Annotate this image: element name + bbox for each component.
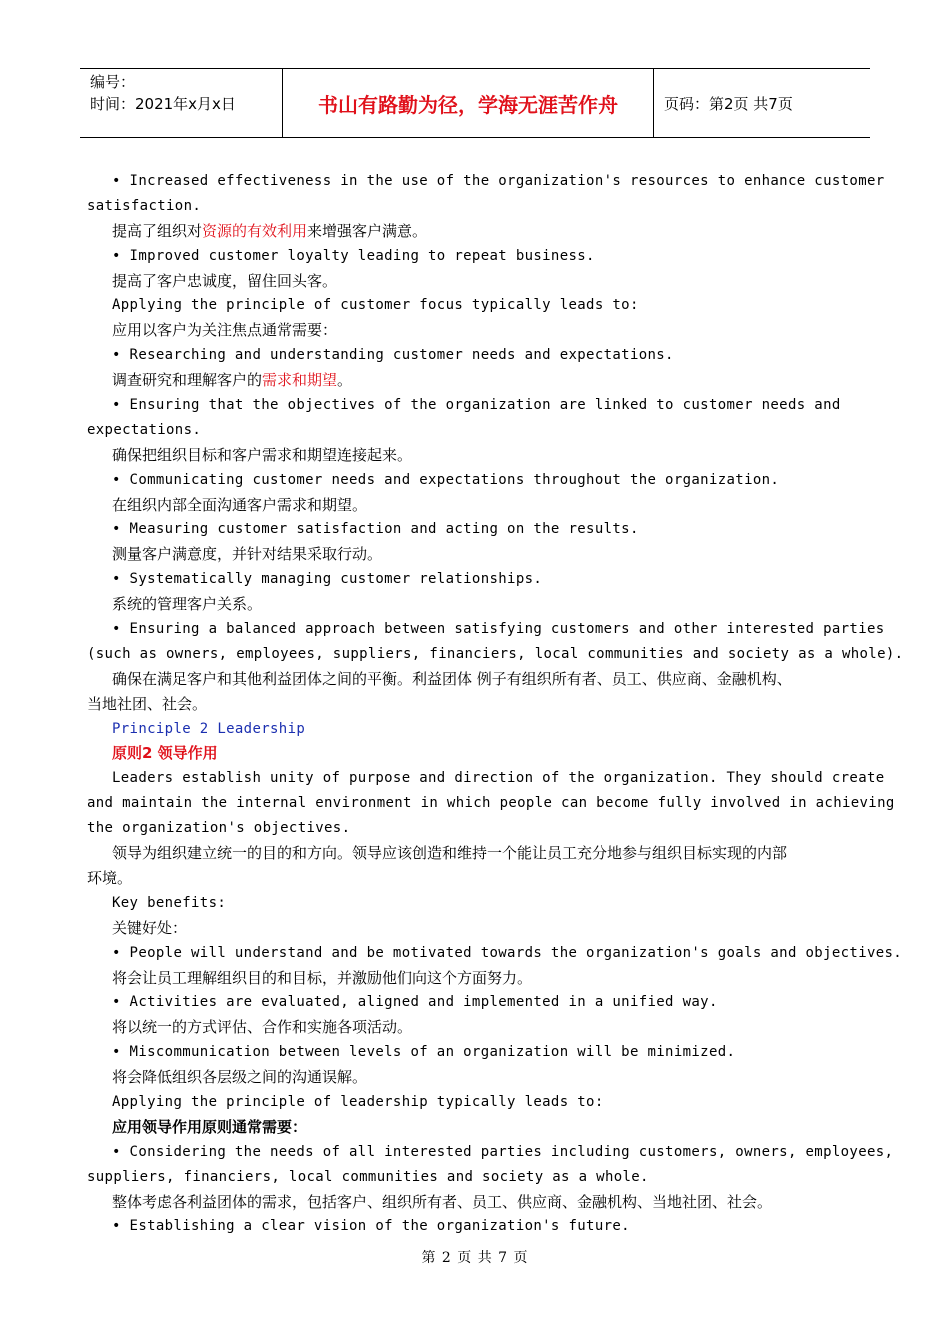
highlighted-term: 资源的有效利用: [202, 221, 308, 240]
bullet-line: • Miscommunication between levels of an organization will be minimized.: [112, 1044, 736, 1061]
chinese-line: 关键好处：: [112, 918, 188, 937]
text-segment: 来增强客户满意。: [307, 221, 428, 240]
chinese-line: 当地社团、社会。: [87, 694, 208, 713]
text-line: Applying the principle of customer focus typically leads to:: [112, 297, 639, 314]
chinese-line: 测量客户满意度，并针对结果采取行动。: [112, 545, 383, 564]
document-number-label: 编号：: [90, 73, 136, 91]
chinese-line: 整体考虑各利益团体的需求，包括客户、组织所有者、员工、供应商、金融机构、当地社团、社会。: [112, 1192, 773, 1211]
chinese-line: 应用以客户为关注焦点通常需要：: [112, 321, 338, 340]
text-line: Leaders establish unity of purpose and direction of the organization. They should create: [112, 770, 885, 787]
bullet-line: • Ensuring that the objectives of the organization are linked to customer needs and: [112, 397, 841, 414]
text-segment: 提高了组织对: [112, 221, 203, 240]
chinese-line: [87, 368, 877, 393]
header-meta-cell: [80, 69, 283, 137]
bullet-line: • People will understand and be motivated towards the organization's goals and objectives.: [112, 944, 903, 961]
text-line: satisfaction.: [87, 197, 202, 214]
document-date-label: 时间：2021年x月x日: [90, 95, 236, 113]
document-body: [87, 169, 904, 1239]
text-line: (such as owners, employees, suppliers, financiers, local communities and society as a whole).: [87, 645, 904, 662]
text-line: expectations.: [87, 421, 202, 438]
chinese-line: 环境。: [87, 868, 133, 887]
document-header: [80, 68, 870, 138]
chinese-line: 系统的管理客户关系。: [112, 595, 263, 614]
chinese-line: 领导为组织建立统一的目的和方向。领导应该创造和维持一个能让员工充分地参与组织目标实现的内部: [112, 844, 788, 863]
text-line: Key benefits:: [112, 894, 227, 911]
section-heading-chinese: 原则2 领导作用: [112, 744, 218, 763]
page-footer: 第 2 页 共 7 页: [421, 1250, 529, 1266]
chinese-line: 将以统一的方式评估、合作和实施各项活动。: [112, 1018, 413, 1037]
highlighted-term: 需求和期望: [262, 371, 338, 390]
chinese-line: 将会让员工理解组织目的和目标，并激励他们向这个方面努力。: [112, 968, 533, 987]
chinese-line: 在组织内部全面沟通客户需求和期望。: [112, 495, 368, 514]
header-page-info: 页码：第2页 共7页: [664, 94, 793, 113]
text-line: suppliers, financiers, local communities and society as a whole.: [87, 1168, 649, 1185]
text-segment: 调查研究和理解客户的: [112, 371, 263, 390]
bullet-line: • Ensuring a balanced approach between satisfying customers and other interested parties: [112, 621, 885, 638]
chinese-line: 提高了客户忠诚度，留住回头客。: [112, 271, 338, 290]
bullet-line: • Measuring customer satisfaction and acting on the results.: [112, 521, 639, 538]
chinese-line: 确保把组织目标和客户需求和期望连接起来。: [112, 445, 413, 464]
chinese-subheading: 应用领导作用原则通常需要：: [112, 1117, 308, 1136]
text-line: the organization's objectives.: [87, 820, 351, 837]
bullet-line: • Considering the needs of all interested parties including customers, owners, employees,: [112, 1143, 894, 1160]
bullet-line: • Systematically managing customer relationships.: [112, 571, 543, 588]
text-line: and maintain the internal environment in which people can become fully involved in achieving: [87, 795, 895, 812]
bullet-line: • Communicating customer needs and expectations throughout the organization.: [112, 471, 780, 488]
chinese-line: 确保在满足客户和其他利益团体之间的平衡。利益团体 例子有组织所有者、员工、供应商、金融机构、: [112, 669, 792, 688]
text-line: Applying the principle of leadership typically leads to:: [112, 1093, 604, 1110]
bullet-line: • Establishing a clear vision of the organization's future.: [112, 1218, 630, 1235]
bullet-line: • Improved customer loyalty leading to repeat business.: [112, 247, 595, 264]
chinese-line: 将会降低组织各层级之间的沟通误解。: [112, 1068, 368, 1087]
header-motto: 书山有路勤为径，学海无涯苦作舟: [283, 69, 654, 137]
section-heading-english: Principle 2 Leadership: [112, 720, 306, 737]
text-segment: 。: [337, 371, 353, 390]
bullet-line: • Activities are evaluated, aligned and implemented in a unified way.: [112, 994, 718, 1011]
bullet-line: • Increased effectiveness in the use of the organization's resources to enhance customer: [112, 173, 885, 189]
bullet-line: • Researching and understanding customer needs and expectations.: [112, 347, 674, 364]
chinese-line: [87, 219, 877, 244]
